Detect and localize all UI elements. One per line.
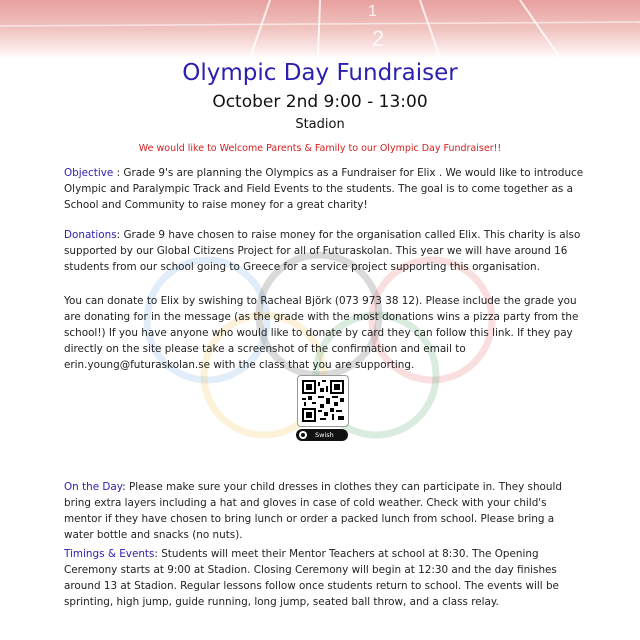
qr-code-icon[interactable]: [297, 375, 349, 427]
lane-number-1: 1: [368, 3, 377, 20]
on-the-day-text: : Please make sure your child dresses in clothes they can participate in. They should bring extra layers including a hat and gloves in case of cold weather. Check with your child's mentor if they have chosen to bring lunch or order a packed lunch from school. Please bring a water bottle and snacks (no nuts).: [64, 481, 562, 541]
welcome-message: We would like to Welcome Parents & Family to our Olympic Day Fundraiser!!: [138, 143, 502, 154]
objective-text: : Grade 9's are planning the Olympics as a Fundraiser for Elix . We would like to introduce Olympic and Paralympic Track and Field Events to the students. The goal is to come together as a School and Community to raise money for a great charity!: [64, 167, 584, 211]
swish-logo-icon: [299, 431, 307, 439]
timings-paragraph: [64, 546, 584, 610]
running-track-banner: [0, 0, 640, 58]
donate-info-paragraph: You can donate to Elix by swishing to Racheal Björk (073 973 38 12). Please include the grade you are donating for in the message (as the grade with the most donations wins a pizza party from the school!) If you have anyone who would like to donate by card they can follow this link. If they pay directly on the site please take a screenshot of the confirmation and email to erin.young@futuraskolan.se with the class that you are supporting.: [64, 295, 579, 371]
event-venue: Stadion: [295, 117, 345, 132]
timings-text: : Students will meet their Mentor Teachers at school at 8:30. The Opening Ceremony starts at 9:00 at Stadion. Closing Ceremony will begin at 12:30 and the day finishes around 13 at Stadion. Regular lessons follow once students return to school. The events will be sprinting, high jump, guide running, long jump, seated ball throw, and a class relay.: [64, 548, 559, 608]
swish-label: Swish: [315, 431, 334, 439]
event-date-time: October 2nd 9:00 - 13:00: [212, 92, 428, 112]
objective-paragraph: [64, 165, 584, 213]
on-the-day-label: On the Day: [64, 481, 123, 493]
donations-paragraph: [64, 227, 584, 275]
lane-number-2: 2: [372, 26, 385, 51]
on-the-day-paragraph: [64, 479, 584, 543]
objective-label: Objective: [64, 167, 114, 179]
page-title: Olympic Day Fundraiser: [182, 60, 458, 86]
swish-button[interactable]: [296, 429, 348, 441]
donations-text: : Grade 9 have chosen to raise money for the organisation called Elix. This charity is also supported by our Global Citizens Project for all of Futuraskolan. This year we will have around 16 students from our school going to Greece for a service project supporting this organisation.: [64, 229, 581, 273]
timings-label: Timings & Events: [64, 548, 155, 560]
donations-label: Donations: [64, 229, 117, 241]
